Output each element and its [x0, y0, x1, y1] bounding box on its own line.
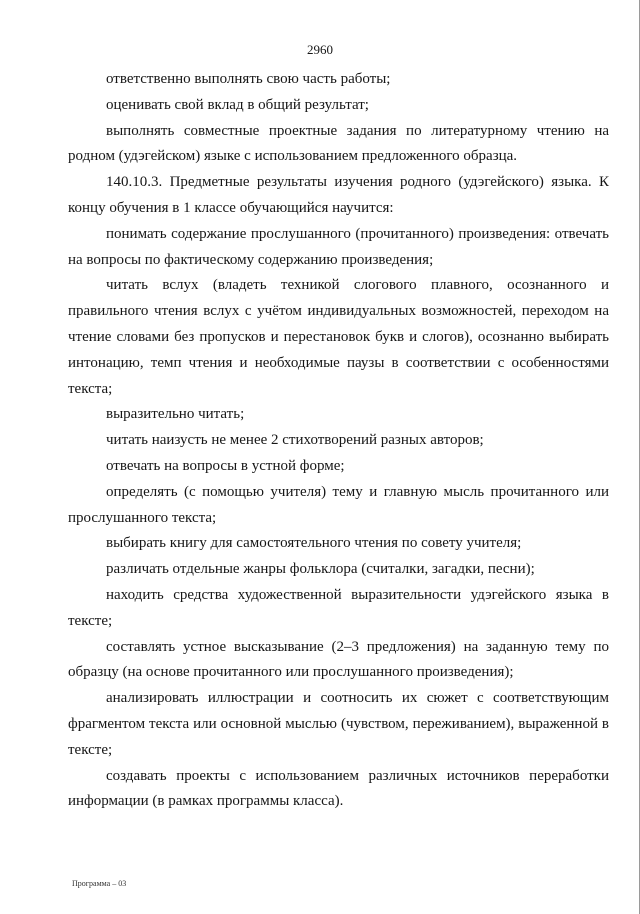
paragraph: различать отдельные жанры фольклора (считалки, загадки, песни); [106, 561, 535, 578]
paragraph: создавать проекты с использованием различных источников переработки информации (в рамках программы класса). [68, 767, 609, 810]
paragraph: составлять устное высказывание (2–3 предложения) на заданную тему по образцу (на основе прочитанного или прослушанного произведения); [68, 638, 609, 681]
paragraph: понимать содержание прослушанного (прочитанного) произведения: отвечать на вопросы по фактическому содержанию произведения; [68, 225, 609, 268]
paragraph: определять (с помощью учителя) тему и главную мысль прочитанного или прослушанного текста; [68, 483, 609, 526]
page-number: 2960 [307, 42, 333, 57]
paragraph: анализировать иллюстрации и соотносить их сюжет с соответствующим фрагментом текста или основной мыслью (чувством, переживанием), выраженной в тексте; [68, 690, 609, 758]
paragraph: находить средства художественной выразительности удэгейского языка в тексте; [68, 586, 609, 629]
body-text [68, 67, 609, 815]
paragraph: отвечать на вопросы в устной форме; [106, 457, 345, 474]
paragraph: читать вслух (владеть техникой слогового плавного, осознанного и правильного чтения вслух с учётом индивидуальных возможностей, переходом на чтение словами без пропусков и перестановок букв и слогов), осознанно выбирать интонацию, темп чтения и необходимые паузы в соответствии с особенностями текста; [68, 277, 609, 397]
section-heading-paragraph: 140.10.3. Предметные результаты изучения родного (удэгейского) языка. К концу обучения в 1 классе обучающийся научится: [68, 174, 609, 216]
paragraph: выбирать книгу для самостоятельного чтения по совету учителя; [106, 535, 522, 552]
paragraph: выразительно читать; [106, 406, 245, 423]
paragraph: читать наизусть не менее 2 стихотворений разных авторов; [106, 432, 484, 449]
page-footer: Программа – 03 [72, 879, 127, 888]
paragraph: оценивать свой вклад в общий результат; [106, 96, 369, 113]
paragraph: выполнять совместные проектные задания по литературному чтению на родном (удэгейском) языке с использованием предложенного образца. [68, 122, 609, 165]
paragraph: ответственно выполнять свою часть работы; [106, 71, 391, 87]
